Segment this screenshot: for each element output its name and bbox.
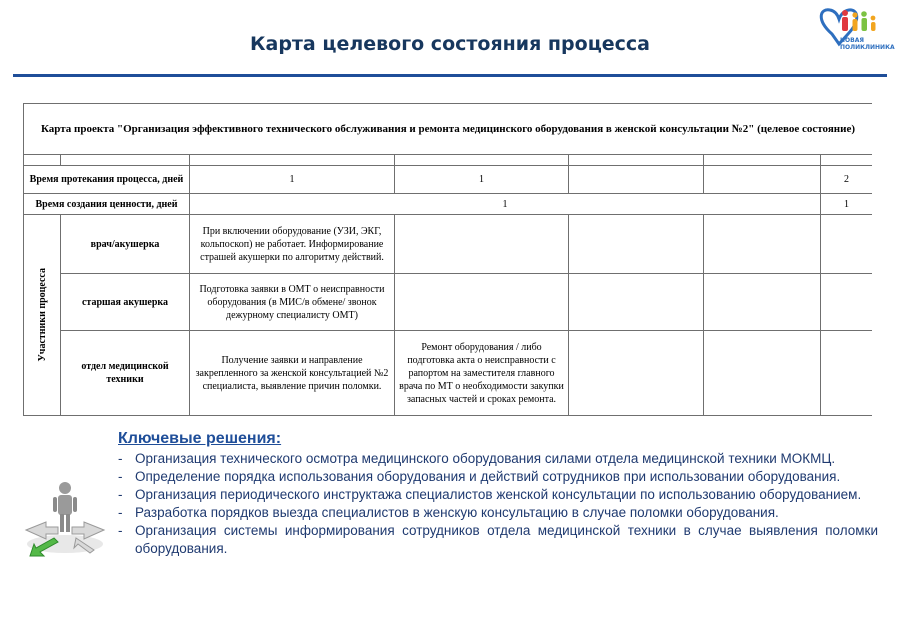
list-item: - Определение порядка использования оборудования и действий сотрудников при использовании оборудования. (118, 469, 841, 484)
process-map-table (23, 103, 872, 416)
participant-row (24, 274, 873, 331)
time-cell: 1 (190, 166, 395, 194)
time-label: Время протекания процесса, дней (24, 166, 190, 194)
person-at-crossroads-arrows-icon (20, 478, 110, 558)
step-cell: Подготовка заявки в ОМТ о неисправности оборудования (в МИС/в обмене/ звонок дежурному специалисту ОМТ) (190, 274, 395, 331)
key-decisions-heading: Ключевые решения: (118, 430, 282, 447)
time-row (24, 166, 873, 194)
process-map-image (23, 103, 872, 422)
time-cell (569, 166, 704, 194)
step-cell: При включении оборудование (УЗИ, ЭКГ, кольпоскоп) не работает. Информирование страшей акушерки по алгоритму действий. (190, 215, 395, 274)
step-cell: Получение заявки и направление закрепленного за женской консультацией №2 специалиста, выявление причин поломки. (190, 331, 395, 416)
logo-text: НОВАЯ ПОЛИКЛИНИКА (840, 37, 895, 51)
value-label: Время создания ценности, дней (24, 194, 190, 215)
value-cell: 1 (190, 194, 821, 215)
time-cell: 1 (395, 166, 569, 194)
participants-header: Участники процесса (24, 215, 61, 416)
role-label: отдел медицинской техники (61, 331, 190, 416)
key-decisions-list (118, 450, 878, 558)
page-title: Карта целевого состояния процесса (249, 33, 651, 55)
participant-row (24, 215, 873, 274)
time-cell (704, 166, 821, 194)
participant-row (24, 331, 873, 416)
step-cell (395, 274, 569, 331)
list-item: - Разработка порядков выезда специалистов в женскую консультацию в случае поломки оборудования. (118, 505, 779, 520)
key-decisions (118, 430, 878, 558)
family-heart-logo (812, 4, 888, 68)
role-label: старшая акушерка (61, 274, 190, 331)
value-row (24, 194, 873, 215)
value-cell: 1 (821, 194, 873, 215)
step-cell: Ремонт оборудования / либо подготовка акта о неисправности с рапортом на заместителя главного врача по МТ о необходимости закупки запасных частей и сроках ремонта. (395, 331, 569, 416)
list-item: - Организация технического осмотра медицинского оборудования силами отдела медицинской техники МОКМЦ. (118, 451, 836, 466)
process-map-title: Карта проекта "Организация эффективного технического обслуживания и ремонта медицинского оборудования в женской консультации №2" (целевое состояние) (24, 104, 873, 155)
time-cell: 2 (821, 166, 873, 194)
step-cell (395, 215, 569, 274)
list-item: - Организация системы информирования сотрудников отдела медицинской техники в случае выявления поломки оборудования. (118, 523, 878, 556)
role-label: врач/акушерка (61, 215, 190, 274)
title-divider (13, 74, 887, 77)
list-item: - Организация периодического инструктажа специалистов женской консультации по использованию оборудованием. (118, 487, 862, 502)
